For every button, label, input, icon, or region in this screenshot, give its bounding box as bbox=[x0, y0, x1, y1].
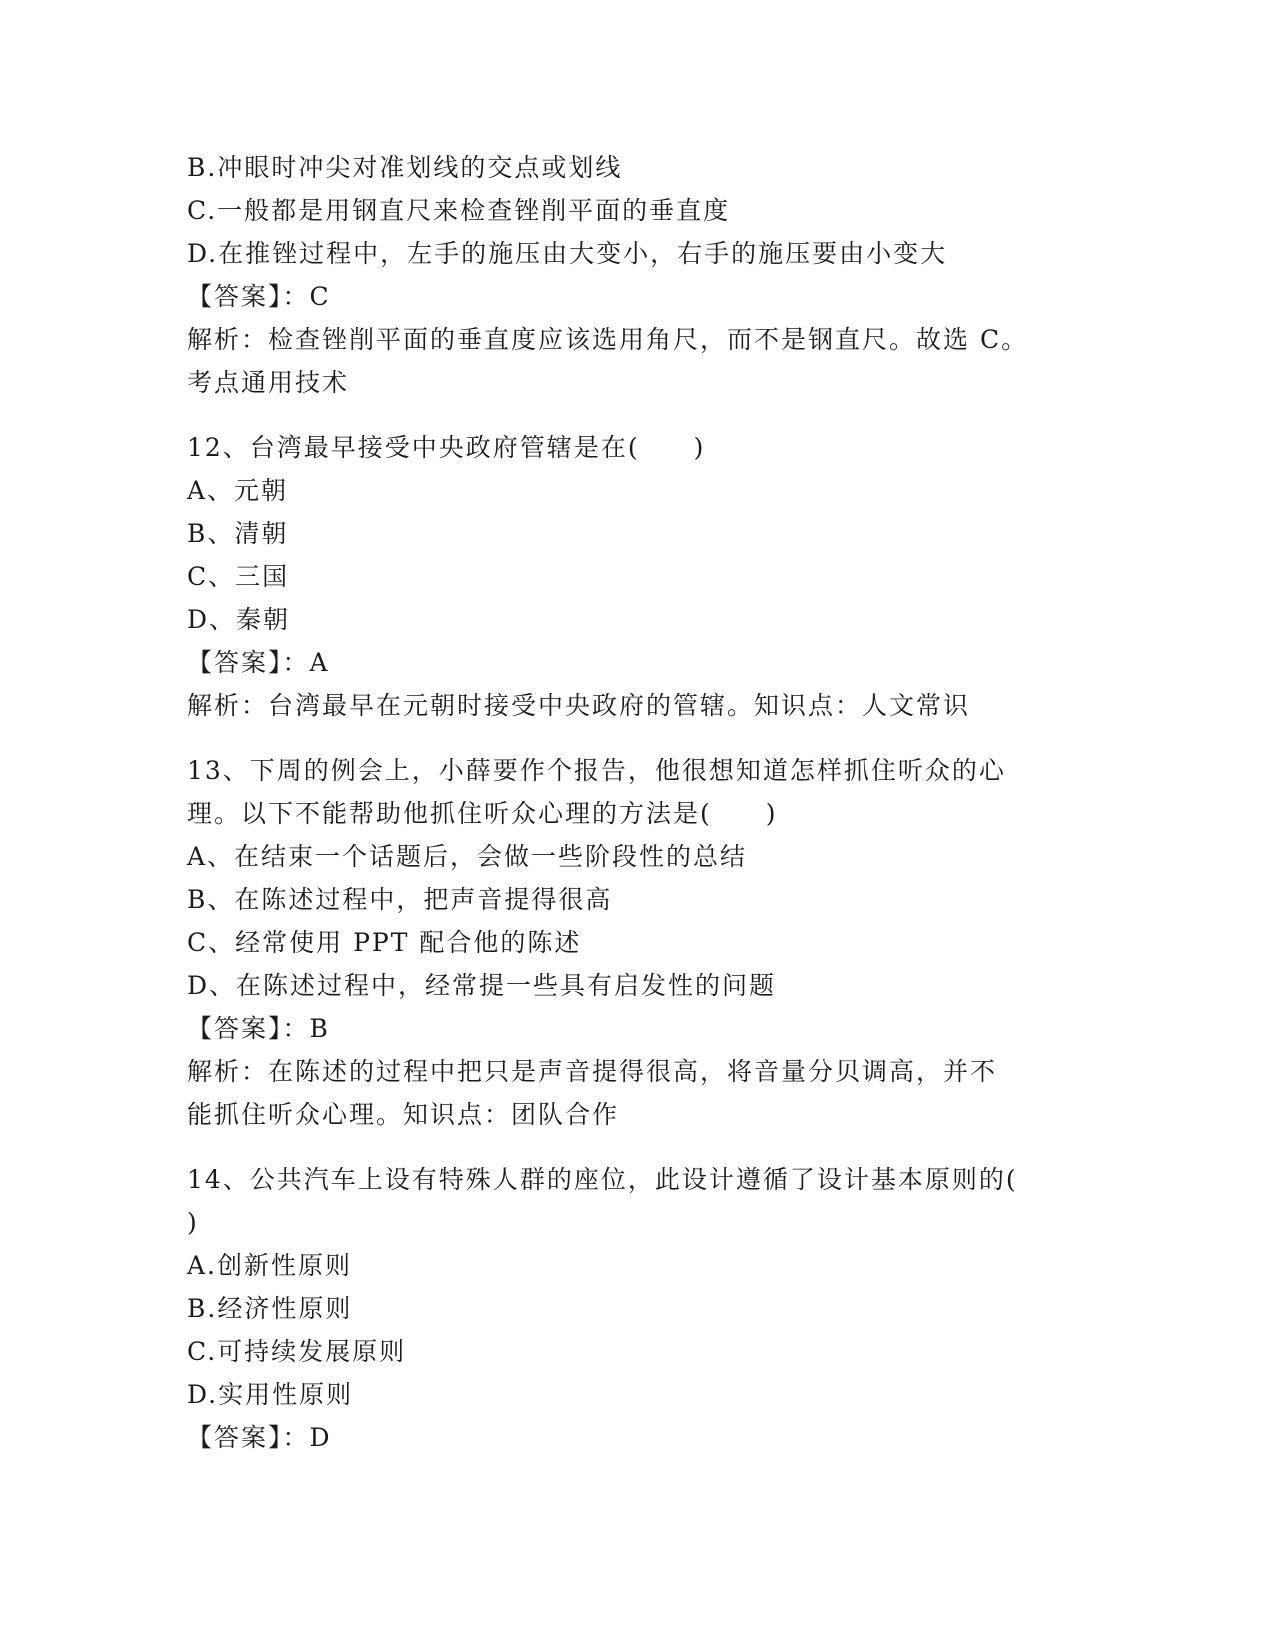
question-stem-continued: 理。以下不能帮助他抓住听众心理的方法是( ) bbox=[187, 799, 778, 828]
document-content bbox=[187, 146, 1087, 1459]
option-d: D.在推锉过程中，左手的施压由大变小，右手的施压要由小变大 bbox=[187, 239, 948, 268]
explanation-line: 解析：台湾最早在元朝时接受中央政府的管辖。知识点：人文常识 bbox=[187, 691, 971, 720]
block-spacer bbox=[187, 1136, 1087, 1158]
question-block-14 bbox=[187, 1158, 1087, 1459]
explanation-line: 解析：检查锉削平面的垂直度应该选用角尺，而不是钢直尺。故选 C。 bbox=[187, 325, 1029, 354]
answer-line: 【答案】：A bbox=[187, 648, 330, 677]
question-stem: 14、公共汽车上设有特殊人群的座位，此设计遵循了设计基本原则的( bbox=[187, 1165, 1018, 1194]
option-c: C.可持续发展原则 bbox=[187, 1337, 407, 1366]
option-b: B、清朝 bbox=[187, 519, 289, 548]
option-d: D、秦朝 bbox=[187, 605, 291, 634]
question-block-13 bbox=[187, 749, 1087, 1136]
option-b: B.冲眼时冲尖对准划线的交点或划线 bbox=[187, 153, 623, 182]
option-c: C、三国 bbox=[187, 562, 290, 591]
question-stem-continued: ) bbox=[187, 1208, 199, 1237]
explanation-line-continued: 能抓住听众心理。知识点：团队合作 bbox=[187, 1100, 620, 1129]
option-a: A.创新性原则 bbox=[187, 1251, 353, 1280]
option-a: A、在结束一个话题后，会做一些阶段性的总结 bbox=[187, 842, 748, 871]
answer-line: 【答案】：B bbox=[187, 1014, 330, 1043]
topic-line: 考点通用技术 bbox=[187, 368, 350, 397]
option-c: C.一般都是用钢直尺来检查锉削平面的垂直度 bbox=[187, 196, 731, 225]
block-spacer bbox=[187, 727, 1087, 749]
question-stem: 12、台湾最早接受中央政府管辖是在( ) bbox=[187, 433, 706, 462]
option-b: B、在陈述过程中，把声音提得很高 bbox=[187, 885, 613, 914]
explanation-line: 解析：在陈述的过程中把只是声音提得很高，将音量分贝调高，并不 bbox=[187, 1057, 998, 1086]
question-block-partial bbox=[187, 146, 1087, 404]
answer-line: 【答案】：D bbox=[187, 1423, 332, 1452]
question-block-12 bbox=[187, 426, 1087, 727]
option-a: A、元朝 bbox=[187, 476, 289, 505]
option-d: D.实用性原则 bbox=[187, 1380, 354, 1409]
question-stem: 13、下周的例会上，小薛要作个报告，他很想知道怎样抓住听众的心 bbox=[187, 756, 1006, 785]
block-spacer bbox=[187, 404, 1087, 426]
option-d: D、在陈述过程中，经常提一些具有启发性的问题 bbox=[187, 971, 777, 1000]
option-c: C、经常使用 PPT 配合他的陈述 bbox=[187, 928, 582, 957]
answer-line: 【答案】：C bbox=[187, 282, 331, 311]
option-b: B.经济性原则 bbox=[187, 1294, 353, 1323]
